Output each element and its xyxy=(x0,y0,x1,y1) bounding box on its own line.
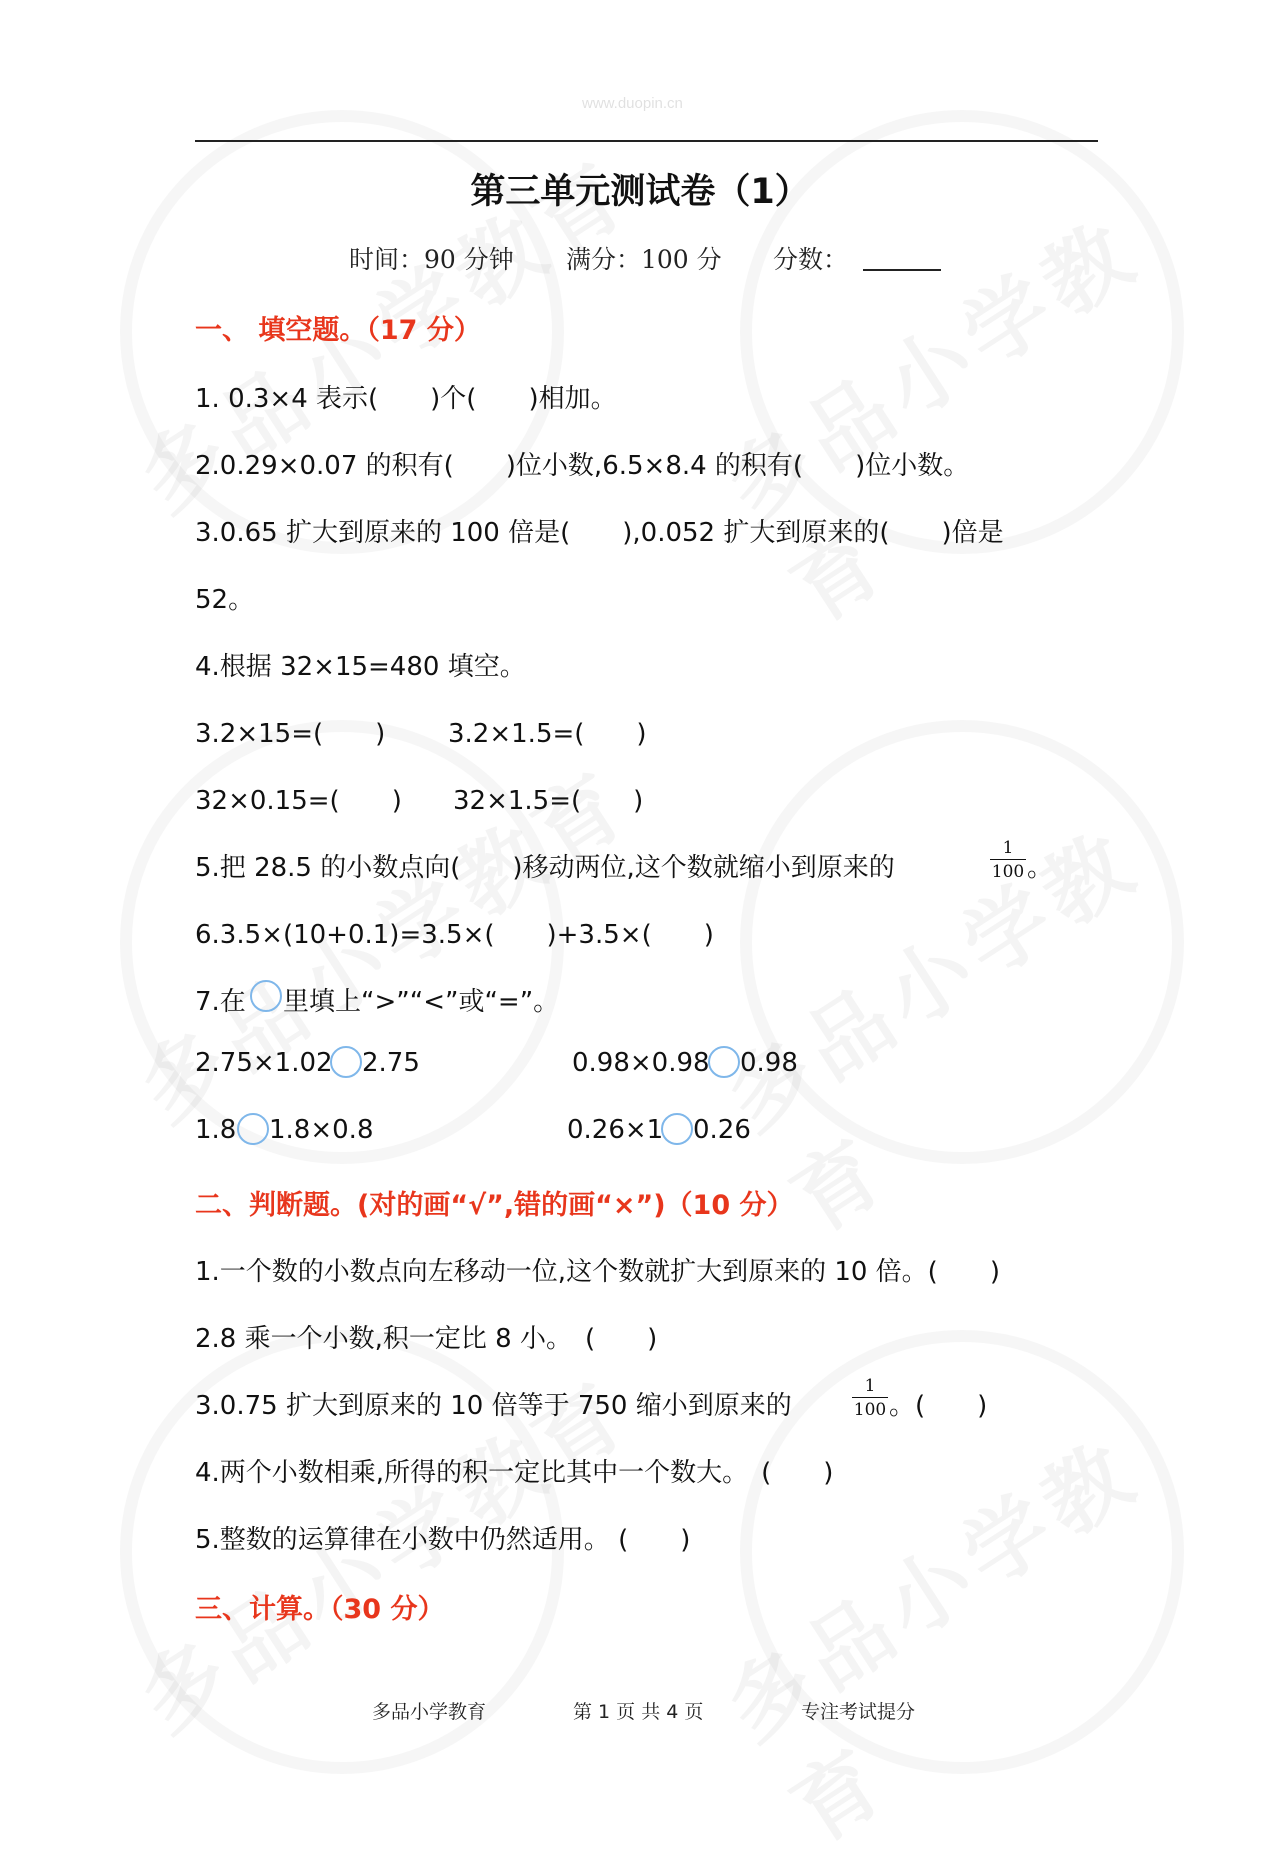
compare-a-left: 2.75×1.02 xyxy=(195,1048,333,1078)
fraction-numerator: 1 xyxy=(864,1376,876,1396)
compare-b-right: 0.98 xyxy=(740,1048,798,1078)
header-rule xyxy=(195,140,1098,142)
section-true-false-heading: 二、判断题。(对的画“√”,错的画“×”)（10 分） xyxy=(195,1190,794,1221)
page-title: 第三单元测试卷（1） xyxy=(470,172,810,212)
question-2-4: 4.两个小数相乘,所得的积一定比其中一个数大。 ( ) xyxy=(195,1458,834,1488)
watermark-seal xyxy=(740,720,1184,1164)
question-1-4c: 32×0.15=( ) xyxy=(195,786,402,816)
question-1-2: 2.0.29×0.07 的积有( )位小数,6.5×8.4 的积有( )位小数。 xyxy=(195,451,970,481)
section-fill-in-heading: 一、 填空题。（17 分） xyxy=(195,315,481,346)
question-2-3: 3.0.75 扩大到原来的 10 倍等于 750 缩小到原来的 xyxy=(195,1391,792,1421)
question-2-2: 2.8 乘一个小数,积一定比 8 小。 ( ) xyxy=(195,1324,658,1354)
compare-circle-c[interactable] xyxy=(237,1113,269,1145)
compare-circle-example xyxy=(250,980,282,1012)
question-1-5: 5.把 28.5 的小数点向( )移动两位,这个数就缩小到原来的 xyxy=(195,853,895,883)
compare-circle-b[interactable] xyxy=(708,1046,740,1078)
fraction-bar xyxy=(852,1397,888,1398)
question-1-5-end: 。 xyxy=(1027,853,1054,883)
fraction-denominator: 100 xyxy=(853,1400,887,1420)
compare-a-right: 2.75 xyxy=(362,1048,420,1078)
compare-c-right: 1.8×0.8 xyxy=(269,1115,374,1145)
watermark-text xyxy=(699,1357,1280,1865)
fraction-one-hundredth xyxy=(990,838,1026,882)
fraction-numerator: 1 xyxy=(1002,838,1014,858)
score-blank[interactable] xyxy=(863,269,941,271)
fraction-one-hundredth xyxy=(852,1376,888,1420)
full-score-info: 满分：100 分 xyxy=(566,245,722,274)
compare-d-right: 0.26 xyxy=(693,1115,751,1145)
footer-slogan: 专注考试提分 xyxy=(801,1701,916,1723)
compare-b-left: 0.98×0.98 xyxy=(572,1048,710,1078)
question-1-4b: 3.2×1.5=( ) xyxy=(448,719,647,749)
time-info: 时间：90 分钟 xyxy=(349,245,514,274)
question-1-3: 3.0.65 扩大到原来的 100 倍是( ),0.052 扩大到原来的( )倍是 xyxy=(195,518,1004,548)
question-2-1: 1.一个数的小数点向左移动一位,这个数就扩大到原来的 10 倍。( ) xyxy=(195,1257,1000,1287)
compare-c-left: 1.8 xyxy=(195,1115,237,1145)
watermark-text xyxy=(699,747,1280,1255)
question-1-6: 6.3.5×(10+0.1)=3.5×( )+3.5×( ) xyxy=(195,920,714,950)
footer-page-number: 第 1 页 共 4 页 xyxy=(573,1701,704,1723)
footer-brand: 多品小学教育 xyxy=(372,1701,487,1723)
fraction-denominator: 100 xyxy=(991,862,1025,882)
question-2-3-end: 。( ) xyxy=(889,1391,988,1421)
question-1-1: 1. 0.3×4 表示( )个( )相加。 xyxy=(195,384,617,414)
score-label: 分数： xyxy=(773,245,849,274)
question-1-4d: 32×1.5=( ) xyxy=(453,786,644,816)
question-1-4: 4.根据 32×15=480 填空。 xyxy=(195,652,526,682)
compare-circle-d[interactable] xyxy=(661,1113,693,1145)
question-1-3-continued: 52。 xyxy=(195,585,255,615)
question-2-5: 5.整数的运算律在小数中仍然适用。 ( ) xyxy=(195,1525,691,1555)
question-1-7: 里填上“>”“<”或“=”。 xyxy=(283,987,560,1017)
fraction-bar xyxy=(990,859,1026,860)
question-1-7-prefix: 7.在 xyxy=(195,987,246,1017)
section-calculation-heading: 三、计算。（30 分） xyxy=(195,1594,445,1625)
watermark-url: www.duopin.cn xyxy=(582,95,683,112)
compare-circle-a[interactable] xyxy=(330,1046,362,1078)
compare-d-left: 0.26×1 xyxy=(567,1115,664,1145)
question-1-4a: 3.2×15=( ) xyxy=(195,719,386,749)
